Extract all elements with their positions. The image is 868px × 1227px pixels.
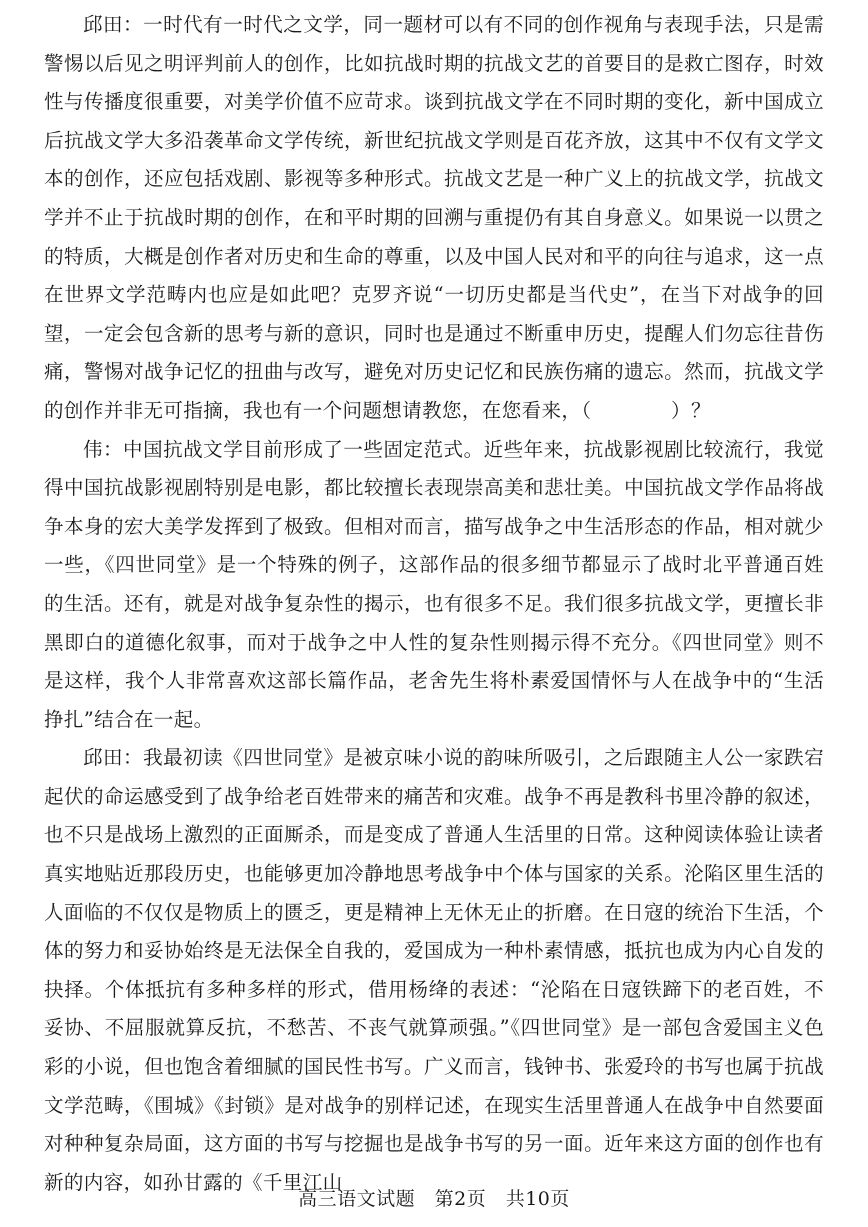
paragraph-qiutian-1: 邱田：一时代有一时代之文学，同一题材可以有不同的创作视角与表现手法，只是需警惕以后见之明评判前人的创作，比如抗战时期的抗战文艺的首要目的是救亡图存，时效性与传播度很重要，对美学价值不应苛求。谈到抗战文学在不同时期的变化，新中国成立后抗战文学大多沿袭革命文学传统，新世纪抗战文学则是百花齐放，这其中不仅有文学文本的创作，还应包括戏剧、影视等多种形式。抗战文艺是一种广义上的抗战文学，抗战文学并不止于抗战时期的创作，在和平时期的回溯与重提仍有其自身意义。如果说一以贯之的特质，大概是创作者对历史和生命的尊重，以及中国人民对和平的向往与追求，这一点在世界文学范畴内也应是如此吧？克罗齐说“一切历史都是当代史”，在当下对战争的回望，一定会包含新的思考与新的意识，同时也是通过不断重申历史，提醒人们勿忘往昔伤痛，警惕对战争记忆的扭曲与改写，避免对历史记忆和民族伤痛的遗忘。然而，抗战文学的创作并非无可指摘，我也有一个问题想请教您，在您看来，（ ）？ [44, 13, 824, 422]
exam-page-body [44, 6, 824, 1202]
paragraph-qiutian-2: 邱田：我最初读《四世同堂》是被京味小说的韵味所吸引，之后跟随主人公一家跌宕起伏的命运感受到了战争给老百姓带来的痛苦和灾难。战争不再是教科书里冷静的叙述，也不只是战场上激烈的正面厮杀，而是变成了普通人生活里的日常。这种阅读体验让读者真实地贴近那段历史，也能够更加冷静地思考战争中个体与国家的关系。沦陷区里生活的人面临的不仅仅是物质上的匮乏，更是精神上无休无止的折磨。在日寇的统治下生活，个体的努力和妥协始终是无法保全自我的，爱国成为一种朴素情感，抵抗也成为内心自发的抉择。个体抵抗有多种多样的形式，借用杨绛的表述：“沦陷在日寇铁蹄下的老百姓，不妥协、不屈服就算反抗，不愁苦、不丧气就算顽强。”《四世同堂》是一部包含爱国主义色彩的小说，但也饱含着细腻的国民性书写。广义而言，钱钟书、张爱玲的书写也属于抗战文学范畴，《围城》《封锁》是对战争的别样记述，在现实生活里普通人在战争中自然要面对种种复杂局面，这方面的书写与挖掘也是战争书写的另一面。近年来这方面的创作也有新的内容，如孙甘露的《千里江山 [44, 746, 824, 1194]
paragraph-wei: 伟：中国抗战文学目前形成了一些固定范式。近些年来，抗战影视剧比较流行，我觉得中国抗战影视剧特别是电影，都比较擅长表现崇高美和悲壮美。中国抗战文学作品将战争本身的宏大美学发挥到了极致。但相对而言，描写战争之中生活形态的作品，相对就少一些，《四世同堂》是一个特殊的例子，这部作品的很多细节都显示了战时北平普通百姓的生活。还有，就是对战争复杂性的揭示，也有很多不足。我们很多抗战文学，更擅长非黑即白的道德化叙事，而对于战争之中人性的复杂性则揭示得不充分。《四世同堂》则不是这样，我个人非常喜欢这部长篇作品，老舍先生将朴素爱国情怀与人在战争中的“生活挣扎”结合在一起。 [44, 437, 824, 731]
page-footer: 高三语文试题 第2页 共10页 [298, 1188, 570, 1210]
